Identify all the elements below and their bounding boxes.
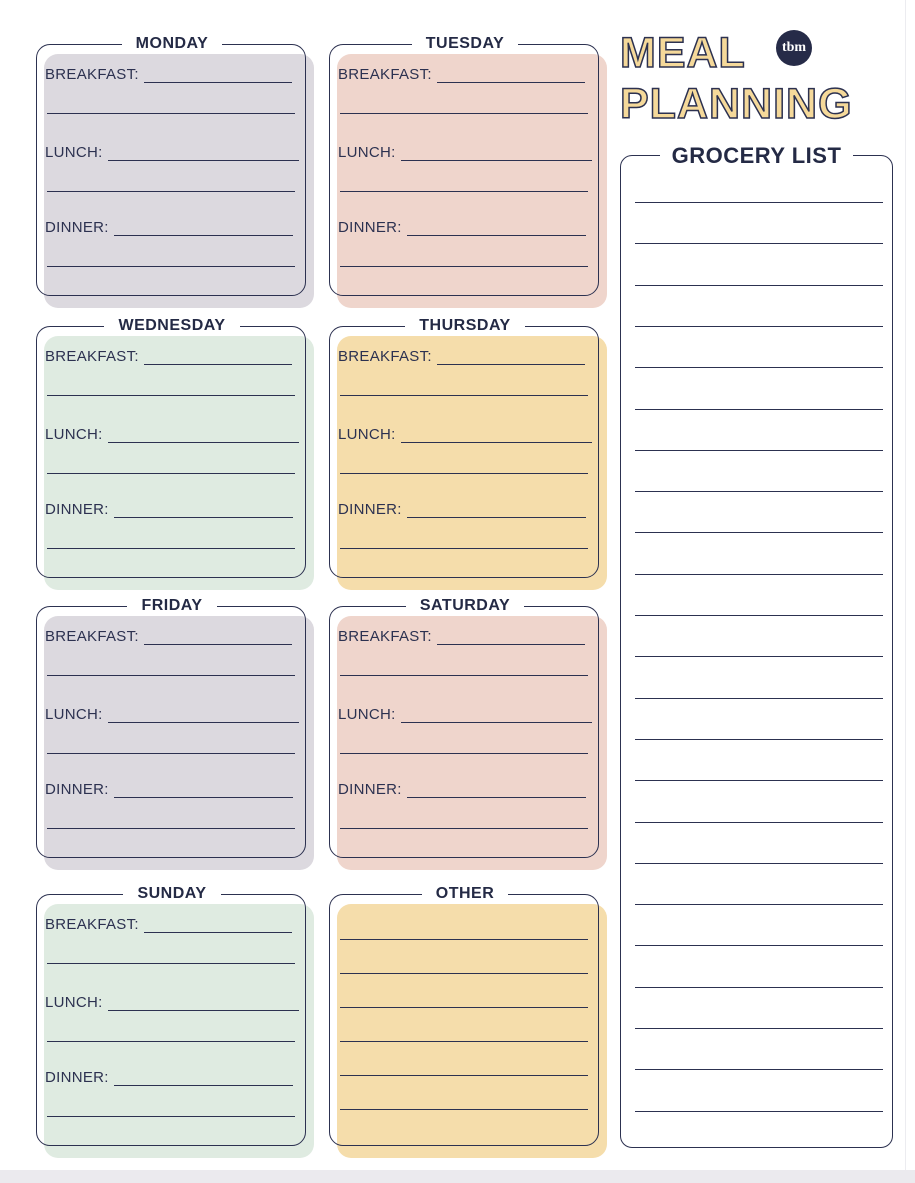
lunch-writing-line[interactable] — [108, 441, 299, 443]
writing-line[interactable] — [340, 753, 588, 754]
writing-line[interactable] — [47, 1116, 295, 1117]
lunch-field[interactable] — [45, 426, 299, 443]
breakfast-writing-line[interactable] — [144, 81, 292, 83]
writing-line[interactable] — [47, 113, 295, 114]
breakfast-writing-line[interactable] — [437, 363, 585, 365]
writing-line[interactable] — [340, 266, 588, 267]
writing-line[interactable] — [340, 1041, 588, 1042]
dinner-writing-line[interactable] — [407, 796, 586, 798]
lunch-field[interactable] — [338, 144, 592, 161]
grocery-item-line[interactable] — [635, 904, 883, 905]
day-title: MONDAY — [122, 35, 223, 52]
title-line-planning: PLANNING — [620, 80, 853, 128]
day-title: FRIDAY — [127, 597, 216, 614]
page-bottom-edge — [0, 1170, 915, 1183]
lunch-label: LUNCH: — [338, 426, 396, 443]
tbm-logo: tbm — [776, 30, 812, 66]
dinner-label: DINNER: — [45, 219, 109, 236]
writing-line[interactable] — [47, 548, 295, 549]
grocery-item-line[interactable] — [635, 450, 883, 451]
dinner-field[interactable] — [45, 781, 293, 798]
writing-line[interactable] — [340, 1007, 588, 1008]
writing-line[interactable] — [340, 191, 588, 192]
breakfast-field[interactable] — [45, 66, 292, 83]
lunch-label: LUNCH: — [45, 994, 103, 1011]
page-edge — [905, 0, 915, 1170]
title-line-meal: MEAL — [620, 29, 746, 77]
dinner-writing-line[interactable] — [407, 234, 586, 236]
dinner-writing-line[interactable] — [114, 796, 293, 798]
dinner-field[interactable] — [45, 501, 293, 518]
dinner-field[interactable] — [45, 1069, 293, 1086]
day-title: WEDNESDAY — [104, 317, 239, 334]
writing-line[interactable] — [340, 828, 588, 829]
writing-line[interactable] — [47, 473, 295, 474]
breakfast-writing-line[interactable] — [144, 363, 292, 365]
grocery-item-line[interactable] — [635, 1069, 883, 1070]
dinner-writing-line[interactable] — [407, 516, 586, 518]
grocery-list-panel — [620, 143, 893, 1148]
breakfast-field[interactable] — [45, 916, 292, 933]
writing-line[interactable] — [340, 395, 588, 396]
writing-line[interactable] — [47, 266, 295, 267]
lunch-label: LUNCH: — [338, 706, 396, 723]
lunch-label: LUNCH: — [45, 144, 103, 161]
writing-line[interactable] — [47, 675, 295, 676]
grocery-item-line[interactable] — [635, 1028, 883, 1029]
writing-line[interactable] — [47, 1041, 295, 1042]
writing-line[interactable] — [340, 675, 588, 676]
dinner-label: DINNER: — [338, 219, 402, 236]
writing-line[interactable] — [47, 828, 295, 829]
breakfast-field[interactable] — [338, 628, 585, 645]
grocery-item-line[interactable] — [635, 987, 883, 988]
breakfast-label: BREAKFAST: — [45, 66, 139, 83]
dinner-label: DINNER: — [45, 781, 109, 798]
writing-line[interactable] — [340, 939, 588, 940]
breakfast-label: BREAKFAST: — [45, 348, 139, 365]
breakfast-label: BREAKFAST: — [45, 628, 139, 645]
dinner-field[interactable] — [45, 219, 293, 236]
lunch-label: LUNCH: — [45, 426, 103, 443]
page-title — [620, 28, 853, 130]
lunch-label: LUNCH: — [338, 144, 396, 161]
lunch-label: LUNCH: — [45, 706, 103, 723]
grocery-item-line[interactable] — [635, 945, 883, 946]
grocery-item-line[interactable] — [635, 202, 883, 203]
writing-line[interactable] — [340, 473, 588, 474]
other-title: OTHER — [422, 885, 509, 902]
day-title: SATURDAY — [406, 597, 524, 614]
breakfast-field[interactable] — [45, 348, 292, 365]
lunch-field[interactable] — [338, 426, 592, 443]
grocery-item-line[interactable] — [635, 1111, 883, 1112]
breakfast-label: BREAKFAST: — [45, 916, 139, 933]
grocery-list-title: GROCERY LIST — [660, 143, 854, 168]
lunch-field[interactable] — [45, 706, 299, 723]
grocery-item-line[interactable] — [635, 863, 883, 864]
writing-line[interactable] — [340, 1075, 588, 1076]
day-title: THURSDAY — [405, 317, 524, 334]
dinner-writing-line[interactable] — [114, 1084, 293, 1086]
grocery-item-line[interactable] — [635, 656, 883, 657]
grocery-item-line[interactable] — [635, 780, 883, 781]
breakfast-field[interactable] — [338, 66, 585, 83]
dinner-writing-line[interactable] — [114, 516, 293, 518]
dinner-label: DINNER: — [45, 501, 109, 518]
grocery-item-line[interactable] — [635, 243, 883, 244]
writing-line[interactable] — [340, 113, 588, 114]
writing-line[interactable] — [340, 1109, 588, 1110]
writing-line[interactable] — [340, 548, 588, 549]
dinner-label: DINNER: — [338, 781, 402, 798]
lunch-field[interactable] — [45, 144, 299, 161]
dinner-field[interactable] — [338, 219, 586, 236]
writing-line[interactable] — [47, 191, 295, 192]
writing-line[interactable] — [340, 973, 588, 974]
breakfast-writing-line[interactable] — [437, 81, 585, 83]
grocery-item-line[interactable] — [635, 532, 883, 533]
dinner-label: DINNER: — [45, 1069, 109, 1086]
breakfast-label: BREAKFAST: — [338, 628, 432, 645]
lunch-writing-line[interactable] — [401, 159, 592, 161]
dinner-field[interactable] — [338, 501, 586, 518]
dinner-writing-line[interactable] — [114, 234, 293, 236]
breakfast-label: BREAKFAST: — [338, 348, 432, 365]
writing-line[interactable] — [47, 963, 295, 964]
lunch-field[interactable] — [45, 994, 299, 1011]
day-title: TUESDAY — [412, 35, 518, 52]
grocery-item-line[interactable] — [635, 822, 883, 823]
grocery-item-line[interactable] — [635, 285, 883, 286]
grocery-item-line[interactable] — [635, 739, 883, 740]
grocery-item-line[interactable] — [635, 409, 883, 410]
grocery-item-line[interactable] — [635, 491, 883, 492]
lunch-writing-line[interactable] — [108, 1009, 299, 1011]
breakfast-field[interactable] — [338, 348, 585, 365]
lunch-writing-line[interactable] — [401, 441, 592, 443]
writing-line[interactable] — [47, 753, 295, 754]
breakfast-writing-line[interactable] — [144, 931, 292, 933]
lunch-field[interactable] — [338, 706, 592, 723]
grocery-item-line[interactable] — [635, 326, 883, 327]
dinner-field[interactable] — [338, 781, 586, 798]
breakfast-label: BREAKFAST: — [338, 66, 432, 83]
grocery-item-line[interactable] — [635, 574, 883, 575]
lunch-writing-line[interactable] — [108, 721, 299, 723]
breakfast-field[interactable] — [45, 628, 292, 645]
day-title: SUNDAY — [123, 885, 220, 902]
grocery-item-line[interactable] — [635, 698, 883, 699]
lunch-writing-line[interactable] — [401, 721, 592, 723]
breakfast-writing-line[interactable] — [144, 643, 292, 645]
writing-line[interactable] — [47, 395, 295, 396]
breakfast-writing-line[interactable] — [437, 643, 585, 645]
dinner-label: DINNER: — [338, 501, 402, 518]
lunch-writing-line[interactable] — [108, 159, 299, 161]
grocery-item-line[interactable] — [635, 615, 883, 616]
grocery-item-line[interactable] — [635, 367, 883, 368]
